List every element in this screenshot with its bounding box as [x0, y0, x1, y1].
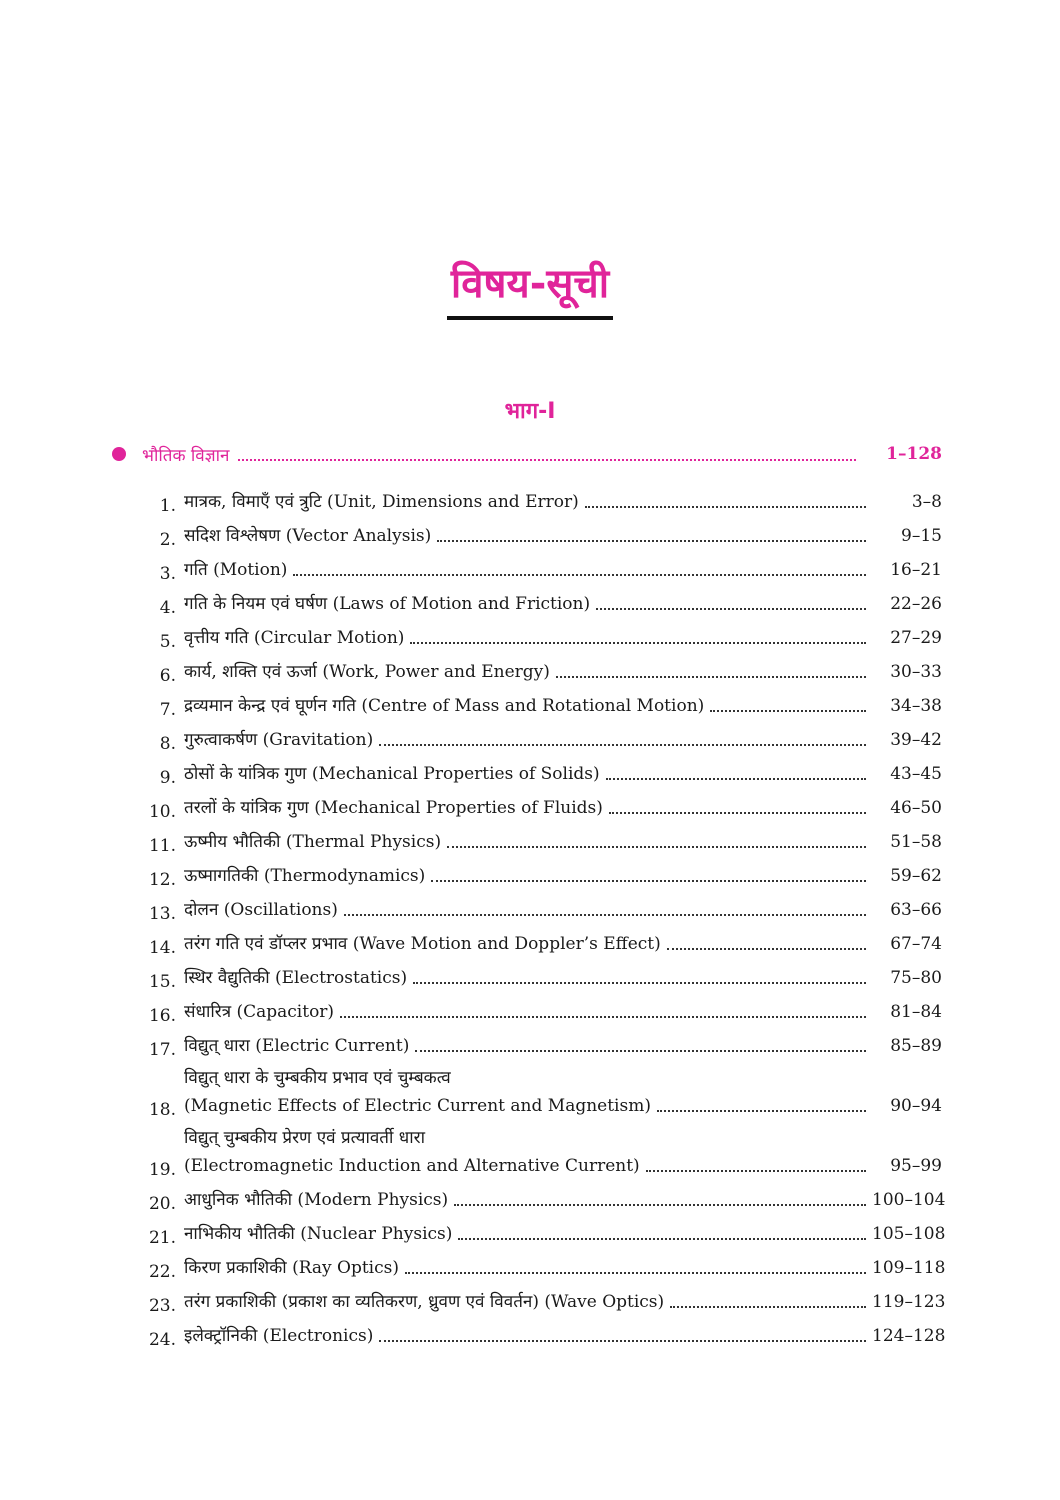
entry-body: [184, 1254, 872, 1282]
entry-pages: 67–74: [890, 934, 942, 954]
dot-leader: [379, 1330, 866, 1342]
title-wrap: [0, 256, 1060, 320]
entry-pages: 85–89: [890, 1036, 942, 1056]
dot-leader: [431, 870, 866, 882]
entry-line: [184, 556, 872, 584]
entry-title: दोलन (Oscillations): [184, 900, 338, 920]
dot-leader: [344, 904, 866, 916]
entry-number: 4.: [159, 598, 176, 618]
entry-line: [184, 590, 872, 618]
entry-number: 15.: [148, 972, 176, 992]
entry-number: 22.: [148, 1262, 176, 1282]
toc-entry: [140, 1026, 942, 1060]
entry-number: 13.: [148, 904, 176, 924]
entry-title: संधारित्र (Capacitor): [184, 1002, 335, 1022]
entry-body: [184, 624, 872, 652]
toc-entry: [140, 1060, 942, 1120]
entry-body: [184, 930, 872, 958]
entry-number: 20.: [148, 1194, 176, 1214]
toc-entry: [140, 720, 942, 754]
section-leader: [238, 447, 857, 461]
entry-line: [184, 1254, 872, 1282]
entry-line: [184, 862, 872, 890]
entry-pages: 27–29: [890, 628, 942, 648]
entry-number: 1.: [159, 496, 176, 516]
entry-body: [184, 1032, 872, 1060]
entry-line: [184, 794, 872, 822]
dot-leader: [556, 666, 866, 678]
entry-title: वृत्तीय गति (Circular Motion): [184, 628, 405, 648]
dot-leader: [667, 938, 866, 950]
entry-line: [184, 1220, 872, 1248]
toc-entry: [140, 822, 942, 856]
entry-title: ठोसों के यांत्रिक गुण (Mechanical Properties of Solids): [184, 764, 600, 784]
section-pages: 1–128: [886, 444, 942, 464]
entry-title: गति के नियम एवं घर्षण (Laws of Motion and Friction): [184, 594, 591, 614]
entry-body: [184, 1124, 872, 1180]
entry-number: 21.: [148, 1228, 176, 1248]
part-heading: भाग-I: [504, 399, 556, 424]
entry-line: [184, 1322, 872, 1350]
entry-body: [184, 726, 872, 754]
toc-entry: [140, 550, 942, 584]
entry-line: [184, 1152, 872, 1180]
entry-pages: 39–42: [890, 730, 942, 750]
entry-number: 12.: [148, 870, 176, 890]
entry-title: तरंग प्रकाशिकी (प्रकाश का व्यतिकरण, ध्रुवण एवं विवर्तन) (Wave Optics): [184, 1292, 665, 1312]
toc-entry: [140, 788, 942, 822]
entry-title: इलेक्ट्रॉनिकी (Electronics): [184, 1326, 374, 1346]
entry-number: 18.: [148, 1100, 176, 1120]
dot-leader: [413, 972, 866, 984]
entry-line: [184, 828, 872, 856]
toc-entry: [140, 1214, 946, 1248]
entry-title-hindi: विद्युत् धारा के चुम्बकीय प्रभाव एवं चुम्बकत्व: [184, 1068, 451, 1088]
toc-entry: [140, 1248, 946, 1282]
entry-pages: 105–108: [872, 1224, 946, 1244]
toc-entry: [140, 1180, 946, 1214]
toc-entry: [140, 652, 942, 686]
toc-entry: [140, 856, 942, 890]
toc-entry: [140, 516, 942, 550]
entry-line: [184, 930, 872, 958]
entry-number: 16.: [148, 1006, 176, 1026]
section-heading: [112, 440, 942, 468]
dot-leader: [646, 1160, 866, 1172]
entry-body: [184, 828, 872, 856]
entry-title: तरलों के यांत्रिक गुण (Mechanical Properties of Fluids): [184, 798, 603, 818]
dot-leader: [585, 496, 866, 508]
entry-number: 14.: [148, 938, 176, 958]
entry-body: [184, 1064, 872, 1120]
entry-title-hindi: विद्युत् चुम्बकीय प्रेरण एवं प्रत्यावर्ती धारा: [184, 1128, 426, 1148]
toc-entry: [140, 686, 942, 720]
entry-body: [184, 1186, 872, 1214]
dot-leader: [379, 734, 866, 746]
entry-line: [184, 726, 872, 754]
entry-pages: 63–66: [890, 900, 942, 920]
entry-line: [184, 488, 872, 516]
entry-body: [184, 794, 872, 822]
entry-body: [184, 760, 872, 788]
dot-leader: [710, 700, 866, 712]
entry-pages: 124–128: [872, 1326, 946, 1346]
entry-body: [184, 1288, 872, 1316]
toc-entry: [140, 584, 942, 618]
entry-pages: 119–123: [872, 1292, 946, 1312]
entry-line: [184, 760, 872, 788]
toc-entry: [140, 1316, 946, 1350]
toc-entry: [140, 618, 942, 652]
dot-leader: [405, 1262, 866, 1274]
toc-entry: [140, 1282, 946, 1316]
entry-title: स्थिर वैद्युतिकी (Electrostatics): [184, 968, 408, 988]
entry-pages: 34–38: [890, 696, 942, 716]
entry-title: नाभिकीय भौतिकी (Nuclear Physics): [184, 1224, 453, 1244]
dot-leader: [606, 768, 866, 780]
dot-leader: [670, 1296, 866, 1308]
entry-line: [184, 896, 872, 924]
entry-pages: 95–99: [890, 1156, 942, 1176]
entry-title: गुरुत्वाकर्षण (Gravitation): [184, 730, 374, 750]
entry-body: [184, 522, 872, 550]
entry-title: विद्युत् धारा (Electric Current): [184, 1036, 410, 1056]
entry-number: 11.: [148, 836, 176, 856]
toc-entry: [140, 890, 942, 924]
entry-pages: 9–15: [901, 526, 942, 546]
entry-line: [184, 1186, 872, 1214]
section-label: भौतिक विज्ञान: [142, 445, 230, 466]
entry-body: [184, 964, 872, 992]
dot-leader: [293, 564, 866, 576]
entry-number: 3.: [159, 564, 176, 584]
entry-pages: 16–21: [890, 560, 942, 580]
entry-title: आधुनिक भौतिकी (Modern Physics): [184, 1190, 449, 1210]
entry-title: (Electromagnetic Induction and Alternative Current): [184, 1156, 640, 1176]
dot-leader: [447, 836, 866, 848]
toc-entry: [140, 958, 942, 992]
entry-body: [184, 998, 872, 1026]
entry-body: [184, 896, 872, 924]
dot-leader: [340, 1006, 866, 1018]
entry-pages: 43–45: [890, 764, 942, 784]
entry-body: [184, 862, 872, 890]
entry-pages: 81–84: [890, 1002, 942, 1022]
entry-title: सदिश विश्लेषण (Vector Analysis): [184, 526, 432, 546]
dot-leader: [458, 1228, 866, 1240]
entry-pages: 100–104: [872, 1190, 946, 1210]
entry-number: 23.: [148, 1296, 176, 1316]
toc-entry: [140, 924, 942, 958]
entry-title: तरंग गति एवं डॉप्लर प्रभाव (Wave Motion and Doppler’s Effect): [184, 934, 661, 954]
entry-number: 10.: [148, 802, 176, 822]
entry-line: [184, 1288, 872, 1316]
entry-body: [184, 1220, 872, 1248]
dot-leader: [609, 802, 866, 814]
entry-body: [184, 488, 872, 516]
entry-number: 2.: [159, 530, 176, 550]
dot-leader: [415, 1040, 866, 1052]
entry-pages: 51–58: [890, 832, 942, 852]
entry-line: [184, 1032, 872, 1060]
entry-body: [184, 590, 872, 618]
entry-line: [184, 1092, 872, 1120]
entry-body: [184, 556, 872, 584]
entry-number: 6.: [159, 666, 176, 686]
entry-body: [184, 692, 872, 720]
toc-entry: [140, 482, 942, 516]
entry-title: मात्रक, विमाएँ एवं त्रुटि (Unit, Dimensions and Error): [184, 492, 579, 512]
entry-number: 19.: [148, 1160, 176, 1180]
toc-entry: [140, 754, 942, 788]
entry-pages: 3–8: [911, 492, 942, 512]
entry-number: 8.: [159, 734, 176, 754]
entry-title: द्रव्यमान केन्द्र एवं घूर्णन गति (Centre of Mass and Rotational Motion): [184, 696, 705, 716]
entry-title: ऊष्मीय भौतिकी (Thermal Physics): [184, 832, 442, 852]
entry-title: कार्य, शक्ति एवं ऊर्जा (Work, Power and Energy): [184, 662, 550, 682]
bullet-icon: [112, 447, 126, 461]
entry-number: 9.: [159, 768, 176, 788]
page-title: विषय-सूची: [447, 256, 613, 320]
entry-line: [184, 522, 872, 550]
dot-leader: [596, 598, 866, 610]
dot-leader: [657, 1100, 866, 1112]
entry-title: गति (Motion): [184, 560, 288, 580]
entry-pages: 22–26: [890, 594, 942, 614]
entry-line: [184, 964, 872, 992]
entry-number: 5.: [159, 632, 176, 652]
toc-entry: [140, 1120, 942, 1180]
entry-pages: 59–62: [890, 866, 942, 886]
entry-title: किरण प्रकाशिकी (Ray Optics): [184, 1258, 399, 1278]
entry-title: (Magnetic Effects of Electric Current and Magnetism): [184, 1096, 651, 1116]
entry-number: 7.: [159, 700, 176, 720]
entry-line: [184, 624, 872, 652]
entry-line: [184, 998, 872, 1026]
entry-title: ऊष्मागतिकी (Thermodynamics): [184, 866, 426, 886]
toc-list: [140, 482, 946, 1350]
entry-number: 24.: [148, 1330, 176, 1350]
entry-line: [184, 692, 872, 720]
entry-body: [184, 1322, 872, 1350]
toc-entry: [140, 992, 942, 1026]
entry-pages: 46–50: [890, 798, 942, 818]
entry-pages: 75–80: [890, 968, 942, 988]
entry-pages: 109–118: [872, 1258, 946, 1278]
entry-body: [184, 658, 872, 686]
entry-pages: 90–94: [890, 1096, 942, 1116]
dot-leader: [410, 632, 866, 644]
entry-pages: 30–33: [890, 662, 942, 682]
dot-leader: [454, 1194, 866, 1206]
entry-number: 17.: [148, 1040, 176, 1060]
dot-leader: [437, 530, 866, 542]
entry-line: [184, 658, 872, 686]
